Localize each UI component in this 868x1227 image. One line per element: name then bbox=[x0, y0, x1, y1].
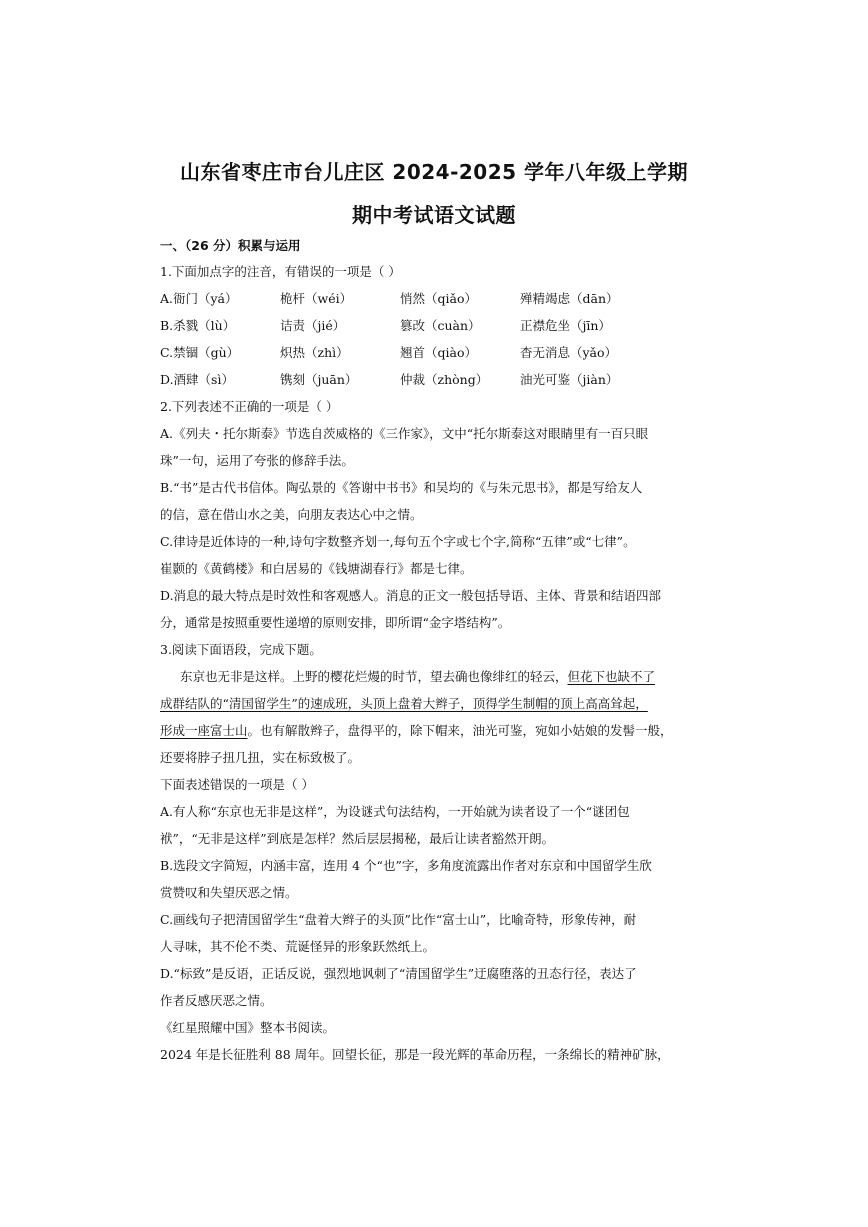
q2-text-line: 的信，意在借山水之美，向朋友表达心中之情。 bbox=[160, 507, 423, 522]
q2-text-line: B.“书”是古代书信体。陶弘景的《答谢中书书》和吴均的《与朱元思书》，都是写给友人 bbox=[160, 480, 643, 495]
reading-text-line: 2024 年是长征胜利 88 周年。回望长征，那是一段光辉的革命历程，一条绵长的精神矿脉， bbox=[160, 1047, 670, 1062]
q1-item: 杳无消息（yǎo） bbox=[520, 345, 618, 360]
q1-item: A.衙门（yá） bbox=[160, 291, 238, 306]
reading-heading: 《红星照耀中国》整本书阅读。 bbox=[160, 1020, 336, 1035]
passage-line bbox=[160, 723, 673, 739]
passage-text: 东京也无非是这样。上野的樱花烂熳的时节，望去确也像绯红的轻云， bbox=[180, 669, 568, 684]
underlined-sentence: 但花下也缺不了 bbox=[567, 669, 656, 684]
q2-text-line: 崔颢的《黄鹤楼》和白居易的《钱塘湖春行》都是七律。 bbox=[160, 561, 473, 576]
question-1-stem: 1.下面加点字的注音，有错误的一项是（ ） bbox=[160, 264, 401, 279]
q2-text-line: A.《列夫・托尔斯泰》节选自茨威格的《三作家》，文中“托尔斯泰这对眼睛里有一百只眼 bbox=[160, 426, 649, 441]
q1-item: 镌刻（juān） bbox=[280, 372, 358, 387]
q1-item: 殚精竭虑（dān） bbox=[520, 291, 619, 306]
q3-option-line: A.有人称“东京也无非是这样”，为设谜式句法结构，一开始就为读者设了一个“谜团包 bbox=[160, 804, 630, 819]
exam-title-line1: 山东省枣庄市台儿庄区 2024-2025 学年八年级上学期 bbox=[179, 160, 689, 184]
q2-text-line: 珠”一句，运用了夸张的修辞手法。 bbox=[160, 453, 354, 468]
q1-item: B.杀戮（lù） bbox=[160, 318, 236, 333]
q1-item: 悄然（qiǎo） bbox=[400, 291, 477, 306]
section-heading: 一、（26 分）积累与运用 bbox=[160, 238, 301, 253]
q3-option-line: C.画线句子把清国留学生“盘着大辫子的头顶”比作“富士山”，比喻奇特，形象传神，耐 bbox=[160, 912, 637, 927]
underlined-sentence: 成群结队的“清国留学生”的速成班，头顶上盘着大辫子，顶得学生制帽的顶上高高耸起， bbox=[160, 696, 648, 711]
q1-item: D.酒肆（sì） bbox=[160, 372, 234, 387]
q3-option-line: 赏赞叹和失望厌恶之情。 bbox=[160, 885, 298, 900]
question-2-stem: 2.下列表述不正确的一项是（ ） bbox=[160, 399, 339, 414]
q1-item: 炽热（zhì） bbox=[280, 345, 349, 360]
exam-title-line2: 期中考试语文试题 bbox=[352, 203, 516, 227]
passage-text: 。也有解散辫子，盘得平的，除下帽来，油光可鉴，宛如小姑娘的发髻一般， bbox=[247, 723, 673, 738]
passage-line bbox=[180, 669, 655, 685]
q1-item: 篡改（cuàn） bbox=[400, 318, 481, 333]
q3-option-line: D.“标致”是反语，正话反说，强烈地讽刺了“清国留学生”迂腐堕落的丑态行径，表达了 bbox=[160, 966, 637, 981]
passage-line: 还要将脖子扭几扭，实在标致极了。 bbox=[160, 750, 361, 765]
q3-option-line: 作者反感厌恶之情。 bbox=[160, 993, 273, 1008]
q1-item: C.禁锢（gù） bbox=[160, 345, 240, 360]
question-3-sub-stem: 下面表述错误的一项是（ ） bbox=[160, 777, 314, 792]
question-3-stem: 3.阅读下面语段，完成下题。 bbox=[160, 642, 322, 657]
q1-item: 翘首（qiào） bbox=[400, 345, 477, 360]
q2-text-line: C.律诗是近体诗的一种,诗句字数整齐划一,每句五个字或七个字,简称“五律”或“七律”。 bbox=[160, 534, 636, 549]
q3-option-line: B.选段文字简短，内涵丰富，连用 4 个“也”字，多角度流露出作者对东京和中国留学生欣 bbox=[160, 858, 652, 873]
underlined-sentence: 形成一座富士山 bbox=[160, 723, 248, 738]
q1-item: 油光可鉴（jiàn） bbox=[520, 372, 619, 387]
q3-option-line: 袱”，“无非是这样”到底是怎样？然后层层揭秘，最后让读者豁然开朗。 bbox=[160, 831, 555, 846]
q1-item: 仲裁（zhòng） bbox=[400, 372, 489, 387]
q2-text-line: D.消息的最大特点是时效性和客观感人。消息的正文一般包括导语、主体、背景和结语四部 bbox=[160, 588, 662, 603]
q1-item: 诘责（jié） bbox=[280, 318, 346, 333]
q1-item: 正襟危坐（jīn） bbox=[520, 318, 611, 333]
q3-option-line: 人寻味，其不伦不类、荒诞怪异的形象跃然纸上。 bbox=[160, 939, 436, 954]
q2-text-line: 分，通常是按照重要性递增的原则安排，即所谓“金字塔结构”。 bbox=[160, 615, 511, 630]
q1-item: 桅杆（wéi） bbox=[280, 291, 353, 306]
